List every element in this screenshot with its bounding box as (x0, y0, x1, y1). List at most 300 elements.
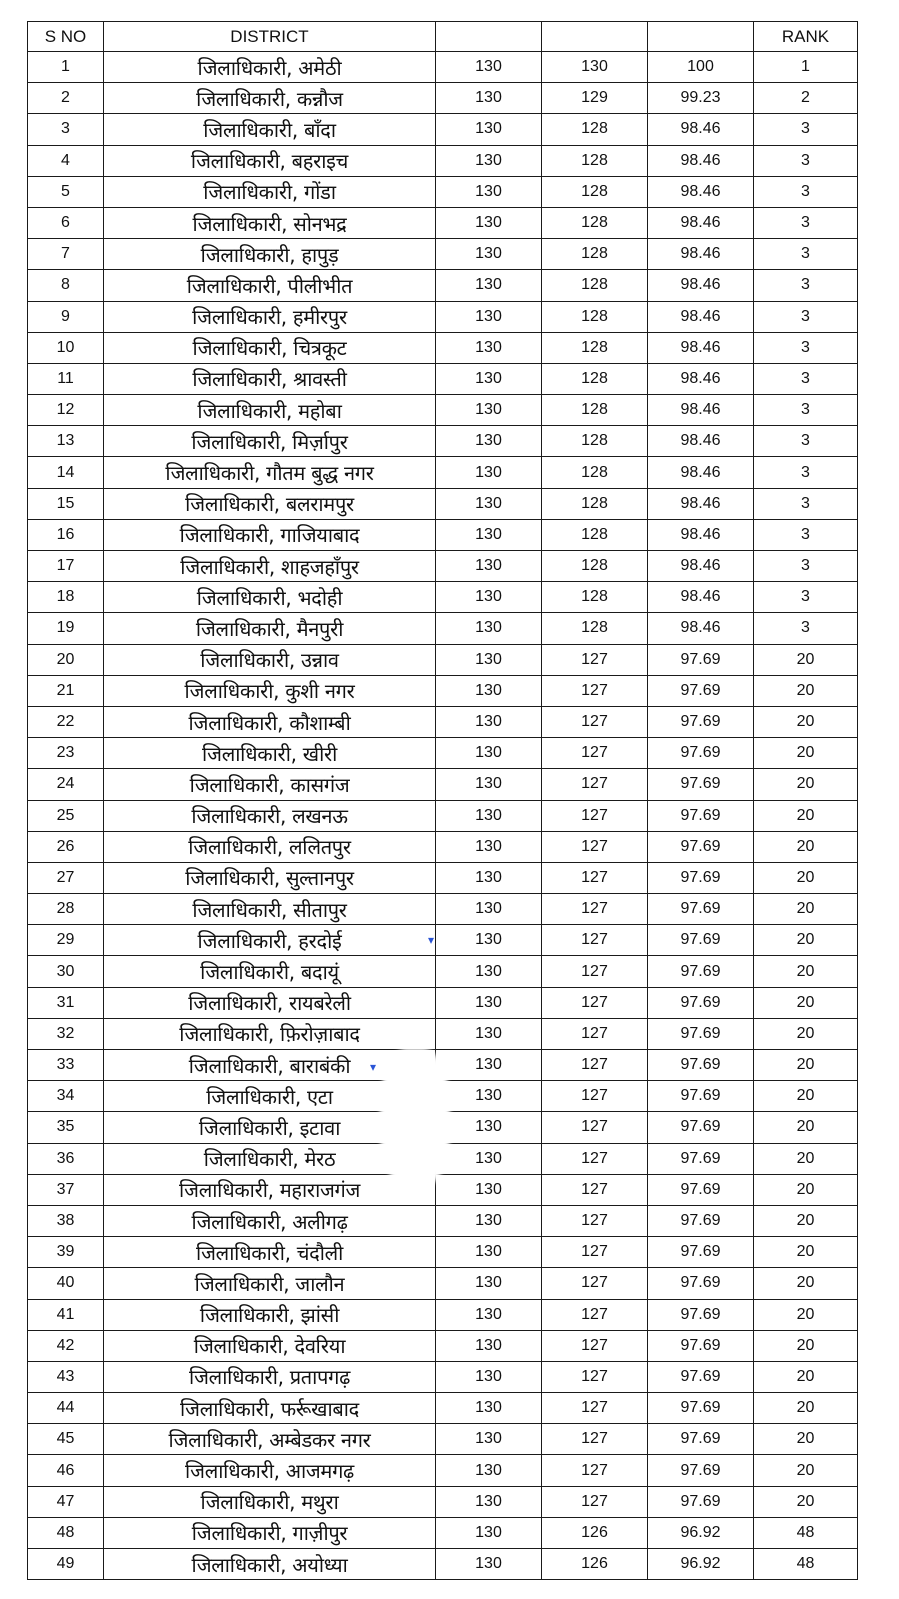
cell-sno: 27 (28, 862, 104, 893)
cell-district: जिलाधिकारी, देवरिया (104, 1330, 436, 1361)
cell-rank: 20 (754, 956, 858, 987)
cell-completed: 127 (542, 1299, 648, 1330)
cell-percentage: 97.69 (648, 831, 754, 862)
cell-percentage: 98.46 (648, 207, 754, 238)
cell-total: 130 (436, 1018, 542, 1049)
cell-percentage: 98.46 (648, 239, 754, 270)
cell-rank: 3 (754, 301, 858, 332)
table-row (28, 738, 858, 769)
cell-district: जिलाधिकारी, जालौन (104, 1268, 436, 1299)
cell-sno: 12 (28, 395, 104, 426)
table-row (28, 894, 858, 925)
cell-sno: 39 (28, 1237, 104, 1268)
cell-percentage: 97.69 (648, 1050, 754, 1081)
cell-completed: 128 (542, 519, 648, 550)
cell-completed: 128 (542, 395, 648, 426)
cell-total: 130 (436, 1486, 542, 1517)
table-row (28, 176, 858, 207)
header-sno: S NO (28, 22, 104, 52)
cell-rank: 3 (754, 551, 858, 582)
table-row (28, 1174, 858, 1205)
cell-district: जिलाधिकारी, रायबरेली (104, 987, 436, 1018)
cell-total: 130 (436, 1237, 542, 1268)
cell-sno: 11 (28, 363, 104, 394)
table-row (28, 457, 858, 488)
cell-sno: 15 (28, 488, 104, 519)
cell-rank: 3 (754, 332, 858, 363)
cell-district: जिलाधिकारी, सीतापुर (104, 894, 436, 925)
cell-district: जिलाधिकारी, चित्रकूट (104, 332, 436, 363)
cell-rank: 3 (754, 239, 858, 270)
cell-total: 130 (436, 395, 542, 426)
cell-total: 130 (436, 1205, 542, 1236)
table-row (28, 1455, 858, 1486)
cell-completed: 126 (542, 1517, 648, 1548)
table-row (28, 1517, 858, 1548)
cell-sno: 40 (28, 1268, 104, 1299)
cell-completed: 127 (542, 1112, 648, 1143)
cell-district: जिलाधिकारी, बहराइच (104, 145, 436, 176)
cell-total: 130 (436, 894, 542, 925)
cell-rank: 20 (754, 675, 858, 706)
cell-total: 130 (436, 207, 542, 238)
cell-rank: 3 (754, 176, 858, 207)
cell-completed: 127 (542, 1268, 648, 1299)
cell-completed: 127 (542, 831, 648, 862)
cell-total: 130 (436, 52, 542, 83)
cell-rank: 20 (754, 1393, 858, 1424)
cell-completed: 127 (542, 1237, 648, 1268)
cell-district: जिलाधिकारी, लखनऊ (104, 800, 436, 831)
cell-percentage: 99.23 (648, 83, 754, 114)
cell-completed: 127 (542, 1081, 648, 1112)
cell-district: जिलाधिकारी, गाज़ीपुर (104, 1517, 436, 1548)
cell-sno: 19 (28, 613, 104, 644)
cell-percentage: 97.69 (648, 1393, 754, 1424)
cell-percentage: 97.69 (648, 675, 754, 706)
cell-percentage: 98.46 (648, 582, 754, 613)
cell-district: जिलाधिकारी, कुशी नगर (104, 675, 436, 706)
table-row (28, 332, 858, 363)
cell-sno: 3 (28, 114, 104, 145)
cell-sno: 10 (28, 332, 104, 363)
cell-rank: 20 (754, 1330, 858, 1361)
cell-percentage: 98.46 (648, 613, 754, 644)
cell-rank: 20 (754, 1299, 858, 1330)
table-row (28, 644, 858, 675)
cell-sno: 44 (28, 1393, 104, 1424)
cell-district: जिलाधिकारी, मैनपुरी (104, 613, 436, 644)
cell-completed: 128 (542, 582, 648, 613)
table-row (28, 1361, 858, 1392)
cell-total: 130 (436, 925, 542, 956)
cell-district: जिलाधिकारी, बाराबंकी (104, 1050, 436, 1081)
table-row (28, 239, 858, 270)
table-row (28, 363, 858, 394)
cell-completed: 127 (542, 644, 648, 675)
cell-rank: 20 (754, 800, 858, 831)
cell-district: जिलाधिकारी, फ़िरोज़ाबाद (104, 1018, 436, 1049)
cell-percentage: 100 (648, 52, 754, 83)
cell-rank: 20 (754, 1237, 858, 1268)
cell-completed: 127 (542, 769, 648, 800)
cell-sno: 13 (28, 426, 104, 457)
cell-completed: 128 (542, 426, 648, 457)
cell-completed: 127 (542, 1018, 648, 1049)
table-row (28, 207, 858, 238)
table-row (28, 1549, 858, 1580)
cell-rank: 48 (754, 1517, 858, 1548)
cell-district: जिलाधिकारी, कन्नौज (104, 83, 436, 114)
cell-total: 130 (436, 239, 542, 270)
cell-completed: 127 (542, 738, 648, 769)
table-row (28, 270, 858, 301)
cell-completed: 127 (542, 862, 648, 893)
cell-rank: 20 (754, 1205, 858, 1236)
cell-sno: 1 (28, 52, 104, 83)
cell-completed: 127 (542, 1455, 648, 1486)
table-row (28, 706, 858, 737)
cell-sno: 23 (28, 738, 104, 769)
cell-completed: 130 (542, 52, 648, 83)
cell-percentage: 98.46 (648, 551, 754, 582)
cell-rank: 3 (754, 363, 858, 394)
cell-district: जिलाधिकारी, गौतम बुद्ध नगर (104, 457, 436, 488)
cell-completed: 127 (542, 1486, 648, 1517)
cell-completed: 128 (542, 239, 648, 270)
cell-sno: 31 (28, 987, 104, 1018)
table-row (28, 83, 858, 114)
cell-rank: 2 (754, 83, 858, 114)
cell-sno: 35 (28, 1112, 104, 1143)
cell-percentage: 97.69 (648, 925, 754, 956)
cell-rank: 20 (754, 1455, 858, 1486)
table-row (28, 145, 858, 176)
cell-total: 130 (436, 987, 542, 1018)
cell-sno: 26 (28, 831, 104, 862)
cell-total: 130 (436, 1455, 542, 1486)
table-row (28, 114, 858, 145)
cell-percentage: 98.46 (648, 363, 754, 394)
cell-district: जिलाधिकारी, पीलीभीत (104, 270, 436, 301)
cell-total: 130 (436, 488, 542, 519)
cell-sno: 17 (28, 551, 104, 582)
cell-total: 130 (436, 1112, 542, 1143)
cell-total: 130 (436, 363, 542, 394)
cell-rank: 20 (754, 1361, 858, 1392)
table-row (28, 582, 858, 613)
cell-rank: 3 (754, 207, 858, 238)
cell-sno: 38 (28, 1205, 104, 1236)
cell-total: 130 (436, 738, 542, 769)
cell-total: 130 (436, 769, 542, 800)
cell-percentage: 97.69 (648, 1455, 754, 1486)
cell-sno: 41 (28, 1299, 104, 1330)
table-row (28, 862, 858, 893)
table-row (28, 831, 858, 862)
cell-rank: 20 (754, 706, 858, 737)
cell-percentage: 98.46 (648, 395, 754, 426)
cell-percentage: 97.69 (648, 1299, 754, 1330)
cell-completed: 127 (542, 987, 648, 1018)
cell-completed: 128 (542, 551, 648, 582)
cell-percentage: 98.46 (648, 270, 754, 301)
cell-percentage: 96.92 (648, 1517, 754, 1548)
table-body (28, 52, 858, 1580)
cell-district: जिलाधिकारी, झांसी (104, 1299, 436, 1330)
table-row (28, 613, 858, 644)
cell-percentage: 98.46 (648, 145, 754, 176)
cell-district: जिलाधिकारी, उन्नाव (104, 644, 436, 675)
cell-district: जिलाधिकारी, गोंडा (104, 176, 436, 207)
table-row (28, 1237, 858, 1268)
cell-sno: 29 (28, 925, 104, 956)
cell-percentage: 98.46 (648, 457, 754, 488)
table-row (28, 675, 858, 706)
cell-sno: 43 (28, 1361, 104, 1392)
cell-sno: 47 (28, 1486, 104, 1517)
cell-rank: 3 (754, 114, 858, 145)
cell-completed: 128 (542, 488, 648, 519)
cell-total: 130 (436, 1081, 542, 1112)
cell-total: 130 (436, 675, 542, 706)
cell-percentage: 97.69 (648, 769, 754, 800)
cell-district: जिलाधिकारी, ललितपुर (104, 831, 436, 862)
table-row (28, 1268, 858, 1299)
cell-sno: 37 (28, 1174, 104, 1205)
cell-completed: 127 (542, 1361, 648, 1392)
cell-total: 130 (436, 956, 542, 987)
cell-total: 130 (436, 1143, 542, 1174)
cell-percentage: 98.46 (648, 519, 754, 550)
cell-total: 130 (436, 83, 542, 114)
cell-total: 130 (436, 1549, 542, 1580)
cell-sno: 28 (28, 894, 104, 925)
cell-percentage: 97.69 (648, 1330, 754, 1361)
cell-total: 130 (436, 332, 542, 363)
cell-district: जिलाधिकारी, एटा (104, 1081, 436, 1112)
cell-total: 130 (436, 1393, 542, 1424)
cell-percentage: 97.69 (648, 1174, 754, 1205)
pen-mark-icon: ▾ (428, 933, 435, 947)
cell-sno: 4 (28, 145, 104, 176)
cell-percentage: 97.69 (648, 1205, 754, 1236)
cell-total: 130 (436, 1299, 542, 1330)
cell-percentage: 97.69 (648, 1112, 754, 1143)
cell-completed: 128 (542, 270, 648, 301)
cell-percentage: 97.69 (648, 894, 754, 925)
header-col3 (436, 22, 542, 52)
table-header-row (28, 22, 858, 52)
cell-sno: 5 (28, 176, 104, 207)
cell-sno: 36 (28, 1143, 104, 1174)
cell-completed: 127 (542, 1143, 648, 1174)
scan-smudge (380, 1048, 450, 1188)
table-row (28, 800, 858, 831)
cell-rank: 3 (754, 488, 858, 519)
cell-rank: 20 (754, 925, 858, 956)
cell-percentage: 97.69 (648, 738, 754, 769)
cell-percentage: 98.46 (648, 426, 754, 457)
cell-percentage: 97.69 (648, 1143, 754, 1174)
cell-district: जिलाधिकारी, मेरठ (104, 1143, 436, 1174)
table-row (28, 395, 858, 426)
cell-district: जिलाधिकारी, श्रावस्ती (104, 363, 436, 394)
cell-completed: 127 (542, 1050, 648, 1081)
cell-completed: 127 (542, 894, 648, 925)
cell-rank: 20 (754, 644, 858, 675)
cell-rank: 20 (754, 1018, 858, 1049)
table-row (28, 1486, 858, 1517)
cell-district: जिलाधिकारी, बदायूं (104, 956, 436, 987)
cell-completed: 128 (542, 363, 648, 394)
cell-district: जिलाधिकारी, महाराजगंज (104, 1174, 436, 1205)
cell-completed: 128 (542, 207, 648, 238)
table-row (28, 956, 858, 987)
cell-completed: 128 (542, 613, 648, 644)
cell-district: जिलाधिकारी, मथुरा (104, 1486, 436, 1517)
cell-district: जिलाधिकारी, अमेठी (104, 52, 436, 83)
cell-rank: 20 (754, 1112, 858, 1143)
cell-sno: 22 (28, 706, 104, 737)
table-row (28, 1018, 858, 1049)
cell-rank: 3 (754, 270, 858, 301)
cell-sno: 9 (28, 301, 104, 332)
cell-district: जिलाधिकारी, अम्बेडकर नगर (104, 1424, 436, 1455)
cell-rank: 3 (754, 395, 858, 426)
cell-rank: 20 (754, 1050, 858, 1081)
cell-percentage: 97.69 (648, 1268, 754, 1299)
cell-sno: 46 (28, 1455, 104, 1486)
cell-total: 130 (436, 114, 542, 145)
table-row (28, 52, 858, 83)
cell-total: 130 (436, 1050, 542, 1081)
table-row (28, 1393, 858, 1424)
cell-rank: 20 (754, 831, 858, 862)
cell-percentage: 97.69 (648, 706, 754, 737)
cell-percentage: 97.69 (648, 862, 754, 893)
cell-total: 130 (436, 1424, 542, 1455)
cell-rank: 48 (754, 1549, 858, 1580)
cell-percentage: 98.46 (648, 301, 754, 332)
cell-total: 130 (436, 1517, 542, 1548)
cell-rank: 3 (754, 457, 858, 488)
cell-total: 130 (436, 551, 542, 582)
cell-rank: 20 (754, 769, 858, 800)
cell-total: 130 (436, 426, 542, 457)
header-district: DISTRICT (104, 22, 436, 52)
cell-percentage: 96.92 (648, 1549, 754, 1580)
header-col4 (542, 22, 648, 52)
cell-district: जिलाधिकारी, मिर्ज़ापुर (104, 426, 436, 457)
cell-percentage: 97.69 (648, 1486, 754, 1517)
cell-district: जिलाधिकारी, प्रतापगढ़ (104, 1361, 436, 1392)
cell-rank: 20 (754, 862, 858, 893)
cell-percentage: 97.69 (648, 956, 754, 987)
cell-rank: 20 (754, 1081, 858, 1112)
cell-district: जिलाधिकारी, शाहजहाँपुर (104, 551, 436, 582)
cell-district: जिलाधिकारी, आजमगढ़ (104, 1455, 436, 1486)
cell-completed: 127 (542, 925, 648, 956)
cell-rank: 20 (754, 1143, 858, 1174)
cell-district: जिलाधिकारी, चंदौली (104, 1237, 436, 1268)
cell-sno: 25 (28, 800, 104, 831)
cell-percentage: 97.69 (648, 1361, 754, 1392)
cell-completed: 128 (542, 114, 648, 145)
cell-district: जिलाधिकारी, अलीगढ़ (104, 1205, 436, 1236)
cell-rank: 20 (754, 738, 858, 769)
cell-completed: 127 (542, 1393, 648, 1424)
cell-rank: 20 (754, 1424, 858, 1455)
cell-percentage: 97.69 (648, 1081, 754, 1112)
cell-total: 130 (436, 831, 542, 862)
cell-rank: 3 (754, 145, 858, 176)
cell-percentage: 97.69 (648, 800, 754, 831)
cell-sno: 49 (28, 1549, 104, 1580)
cell-completed: 127 (542, 675, 648, 706)
cell-sno: 42 (28, 1330, 104, 1361)
table-row (28, 769, 858, 800)
cell-percentage: 98.46 (648, 332, 754, 363)
cell-rank: 3 (754, 426, 858, 457)
cell-completed: 127 (542, 706, 648, 737)
header-rank: RANK (754, 22, 858, 52)
cell-total: 130 (436, 301, 542, 332)
cell-total: 130 (436, 1174, 542, 1205)
cell-district: जिलाधिकारी, बाँदा (104, 114, 436, 145)
cell-district: जिलाधिकारी, महोबा (104, 395, 436, 426)
cell-district: जिलाधिकारी, हमीरपुर (104, 301, 436, 332)
cell-total: 130 (436, 862, 542, 893)
cell-completed: 127 (542, 1205, 648, 1236)
table-row (28, 301, 858, 332)
cell-completed: 127 (542, 1174, 648, 1205)
cell-completed: 127 (542, 956, 648, 987)
cell-total: 130 (436, 582, 542, 613)
cell-completed: 128 (542, 301, 648, 332)
cell-district: जिलाधिकारी, गाजियाबाद (104, 519, 436, 550)
cell-sno: 30 (28, 956, 104, 987)
table-row (28, 987, 858, 1018)
district-rank-table (27, 21, 858, 1580)
cell-percentage: 98.46 (648, 176, 754, 207)
cell-completed: 129 (542, 83, 648, 114)
cell-rank: 3 (754, 582, 858, 613)
cell-sno: 20 (28, 644, 104, 675)
cell-sno: 8 (28, 270, 104, 301)
cell-rank: 3 (754, 613, 858, 644)
cell-sno: 16 (28, 519, 104, 550)
cell-sno: 18 (28, 582, 104, 613)
cell-rank: 1 (754, 52, 858, 83)
cell-sno: 6 (28, 207, 104, 238)
cell-total: 130 (436, 519, 542, 550)
cell-sno: 21 (28, 675, 104, 706)
cell-sno: 32 (28, 1018, 104, 1049)
table-row (28, 1330, 858, 1361)
cell-total: 130 (436, 613, 542, 644)
cell-percentage: 97.69 (648, 644, 754, 675)
table-row (28, 1424, 858, 1455)
cell-rank: 20 (754, 1486, 858, 1517)
cell-rank: 20 (754, 987, 858, 1018)
cell-percentage: 97.69 (648, 1424, 754, 1455)
cell-district: जिलाधिकारी, हरदोई (104, 925, 436, 956)
cell-completed: 127 (542, 800, 648, 831)
cell-total: 130 (436, 145, 542, 176)
cell-completed: 126 (542, 1549, 648, 1580)
cell-percentage: 98.46 (648, 488, 754, 519)
